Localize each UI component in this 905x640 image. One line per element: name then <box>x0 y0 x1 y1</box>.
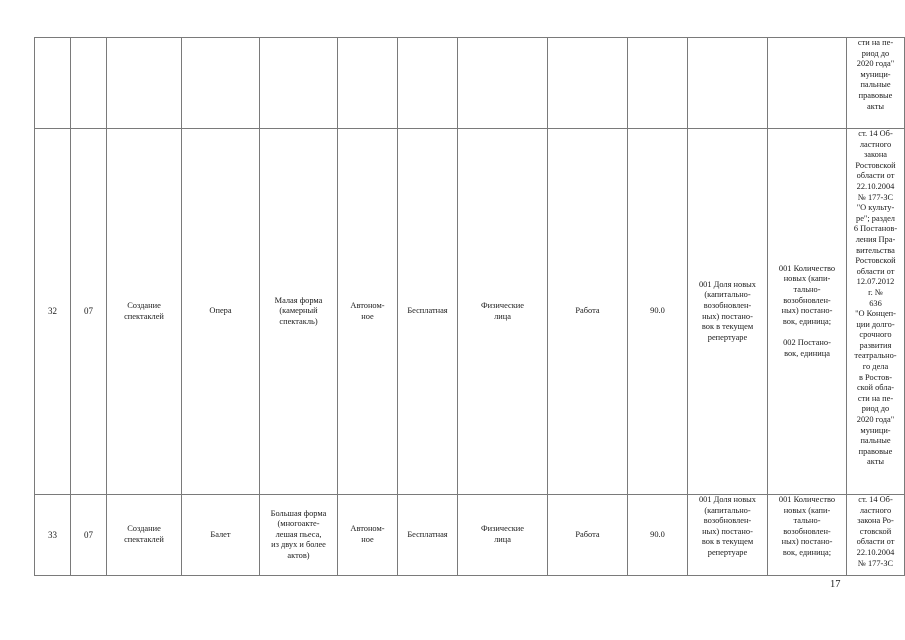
genre-cell: Опера <box>182 129 260 495</box>
service-cell <box>107 38 182 129</box>
type-cell <box>548 38 628 129</box>
service-cell: Создание спектаклей <box>107 495 182 576</box>
payment-cell: Бесплатная <box>398 129 458 495</box>
value-cell: 90.0 <box>628 495 688 576</box>
service-cell: Создание спектаклей <box>107 129 182 495</box>
code-cell: 07 <box>71 129 107 495</box>
quality-cell: 001 Доля новых (капитально- возобновлен- ных) постано- вок в текущем репертуаре <box>688 495 768 576</box>
payment-cell <box>398 38 458 129</box>
row-number-cell: 33 <box>35 495 71 576</box>
table-row <box>35 495 905 576</box>
institution-cell: Автоном- ное <box>338 495 398 576</box>
genre-cell: Балет <box>182 495 260 576</box>
payment-cell: Бесплатная <box>398 495 458 576</box>
institution-cell <box>338 38 398 129</box>
table-row <box>35 129 905 495</box>
code-cell: 07 <box>71 495 107 576</box>
quality-cell <box>688 38 768 129</box>
type-cell: Работа <box>548 495 628 576</box>
form-cell: Малая форма (камерный спектакль) <box>260 129 338 495</box>
volume-cell <box>768 38 847 129</box>
law-cell: ст. 14 Об- ластного закона Ро- стовской области от 22.10.2004 № 177-ЗС <box>847 495 905 576</box>
code-cell <box>71 38 107 129</box>
quality-cell: 001 Доля новых (капитально- возобновлен- ных) постано- вок в текущем репертуаре <box>688 129 768 495</box>
consumers-cell: Физические лица <box>458 129 548 495</box>
row-number-cell: 32 <box>35 129 71 495</box>
type-cell: Работа <box>548 129 628 495</box>
volume-cell: 001 Количество новых (капи- тально- возобновлен- ных) постано- вок, единица; <box>768 495 847 576</box>
row-number-cell <box>35 38 71 129</box>
genre-cell <box>182 38 260 129</box>
institution-cell: Автоном- ное <box>338 129 398 495</box>
law-cell: ст. 14 Об- ластного закона Ростовской области от 22.10.2004 № 177-ЗС "О культу- ре"; раздел 6 Постанов- ления Пра- вительства Ростовской области от 12.07.2012 г. № 636 "О Концеп- ции долго- срочного развития театрально- го дела в Ростов- ской обла- сти на пе- риод до 2020 года" муници- пальные правовые акты <box>847 129 905 495</box>
law-cell: сти на пе- риод до 2020 года" муници- пальные правовые акты <box>847 38 905 129</box>
consumers-cell <box>458 38 548 129</box>
table-row <box>35 38 905 129</box>
form-cell: Большая форма (многоакте- лешая пьеса, из двух и более актов) <box>260 495 338 576</box>
page-number: 17 <box>830 579 841 590</box>
services-table <box>34 37 905 576</box>
value-cell <box>628 38 688 129</box>
consumers-cell: Физические лица <box>458 495 548 576</box>
volume-cell: 001 Количество новых (капи- тально- возобновлен- ных) постано- вок, единица; 002 Постано- вок, единица <box>768 129 847 495</box>
value-cell: 90.0 <box>628 129 688 495</box>
form-cell <box>260 38 338 129</box>
